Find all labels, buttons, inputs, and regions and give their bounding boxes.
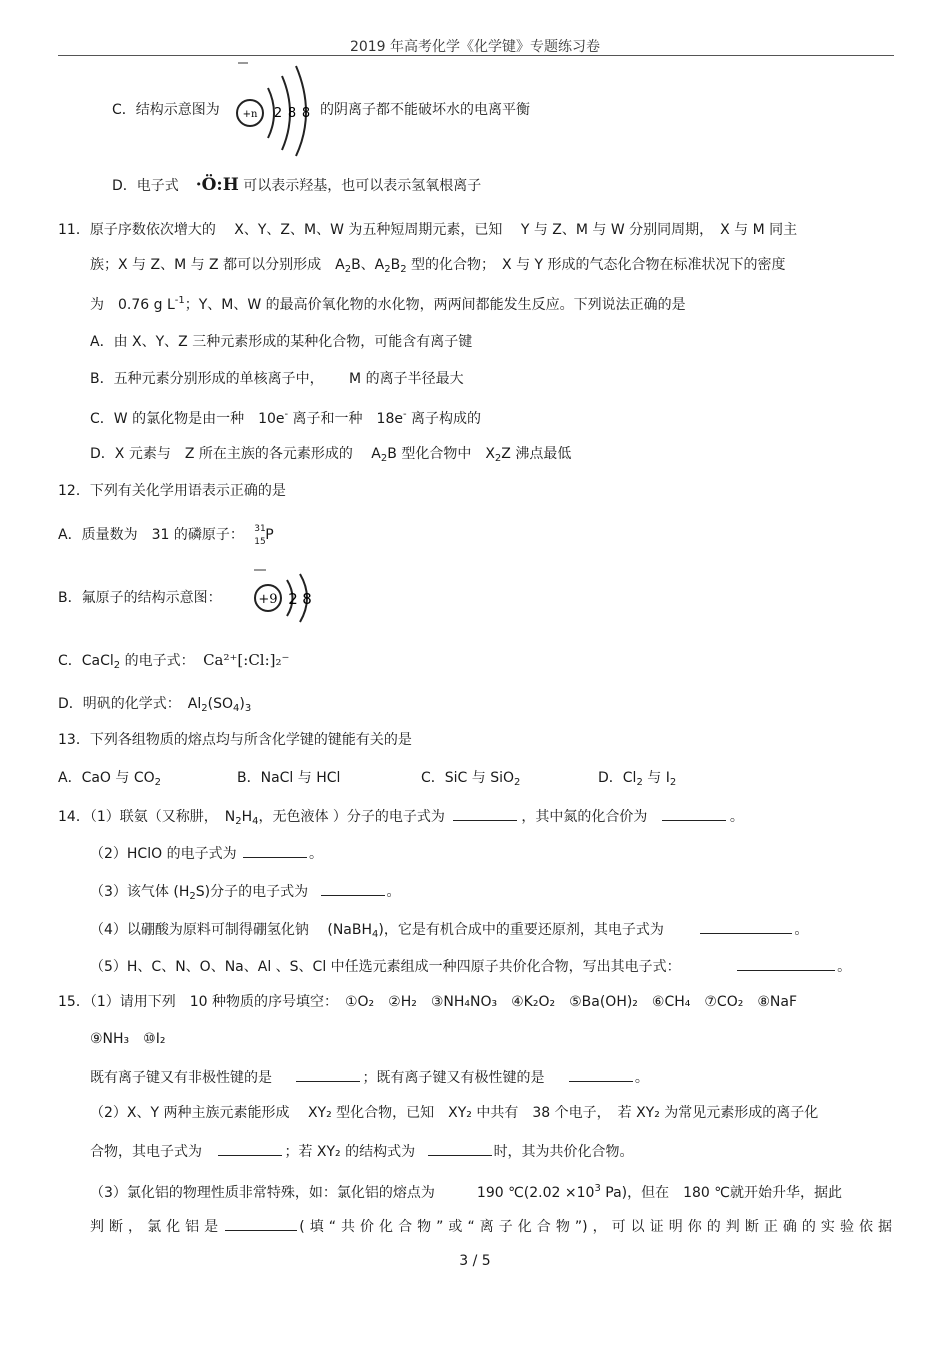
sub: 2 xyxy=(494,453,502,464)
q13-stem: 13．下列各组物质的熔点均与所含化学键的键能有关的是 xyxy=(58,732,412,748)
text: （3）氯化铝的物理性质非常特殊，如：氯化铝的熔点为 190 ℃(2.02 ×10 xyxy=(90,1185,595,1201)
text: （3）该气体 (H xyxy=(90,884,190,900)
sup: 3 xyxy=(594,1183,601,1194)
text: B、A xyxy=(351,257,385,273)
text: D．X 元素与 Z 所在主族的各元素形成的 A xyxy=(90,446,381,462)
q14-part4 xyxy=(90,919,808,944)
text: 。 xyxy=(309,846,324,862)
anion-shell-3: 8 xyxy=(301,106,311,121)
sub: 2 xyxy=(235,816,242,827)
text: ) xyxy=(239,696,245,712)
text: C．W 的氯化物是由一种 10e xyxy=(90,411,285,427)
answer-blank[interactable] xyxy=(569,1067,633,1082)
text: 。 xyxy=(837,959,852,975)
q14-part2 xyxy=(90,843,323,863)
text: (填“共价化合物”或“离子化合物”)，可以证明你的判断正确的实验依据 xyxy=(299,1219,893,1235)
text: Z 沸点最低 xyxy=(501,446,572,462)
text: （2）HClO 的电子式为 xyxy=(90,846,237,862)
answer-blank[interactable] xyxy=(700,919,792,934)
q15-part1-items: ⑨NH₃ ⑩I₂ xyxy=(90,1031,166,1047)
q11-option-b: B．五种元素分别形成的单核离子中， M 的离子半径最大 xyxy=(90,371,464,387)
text: H xyxy=(241,809,253,825)
q15-part2-question xyxy=(90,1141,634,1161)
q13-option-b: B．NaCl 与 HCl xyxy=(237,770,341,786)
header-divider xyxy=(58,55,894,56)
q12-stem: 12．下列有关化学用语表示正确的是 xyxy=(58,483,286,499)
q12-option-c xyxy=(58,651,289,675)
text: ；Y、M、W 的最高价氧化物的水化物，两两间都能发生反应。下列说法正确的是 xyxy=(184,297,686,313)
text: D．明矾的化学式： Al xyxy=(58,696,202,712)
text: 的电子式： xyxy=(120,653,195,669)
phosphorus-nuclide xyxy=(248,524,274,547)
sub: 2 xyxy=(154,777,162,788)
q10-c-suffix: 的阴离子都不能破坏水的电离平衡 xyxy=(320,102,530,118)
page-number: 3 / 5 xyxy=(459,1253,491,1269)
text: 时，其为共价化合物。 xyxy=(493,1144,634,1160)
sub: 2 xyxy=(400,264,407,275)
sub: 2 xyxy=(201,703,208,714)
q11-option-c xyxy=(90,406,481,428)
q14-part5 xyxy=(90,956,851,976)
text: )，它是有机合成中的重要还原剂，其电子式为 xyxy=(378,922,664,938)
answer-blank[interactable] xyxy=(296,1067,360,1082)
q14-part1 xyxy=(58,806,744,831)
text: Pa)，但在 180 ℃就开始升华，据此 xyxy=(600,1185,843,1201)
q11-option-d xyxy=(90,445,571,468)
sub: 2 xyxy=(344,264,352,275)
page-header: 2019 年高考化学《化学键》专题练习卷 xyxy=(349,39,601,55)
text: 为 0.76 g L xyxy=(90,297,175,313)
q12-option-b: B．氟原子的结构示意图： xyxy=(58,590,222,606)
sub: 2 xyxy=(514,777,521,788)
text: A．质量数为 31 的磷原子： xyxy=(58,527,244,543)
q10-d-prefix: D．电子式 xyxy=(112,178,179,194)
anion-shell-2: 8 xyxy=(287,106,297,121)
answer-blank[interactable] xyxy=(225,1216,297,1231)
q15-part3-line1 xyxy=(90,1180,842,1202)
text: B 型化合物中 X xyxy=(387,446,495,462)
text: C．SiC 与 SiO xyxy=(421,770,515,786)
text: 。 xyxy=(386,884,401,900)
text: 。 xyxy=(634,1070,649,1086)
text: C．CaCl xyxy=(58,653,114,669)
text: 合物，其电子式为 xyxy=(90,1144,202,1160)
text: S)分子的电子式为 xyxy=(195,884,309,900)
q12-option-d xyxy=(58,695,251,718)
text: ，其中氮的化合价为 xyxy=(521,809,648,825)
text: （5）H、C、N、O、Na、Al 、S、Cl 中任选元素组成一种四原子共价化合物，写出其电子式： xyxy=(90,959,681,975)
text: 14．（1）联氨（又称肼， N xyxy=(58,809,236,825)
answer-blank[interactable] xyxy=(428,1141,492,1156)
sub: 2 xyxy=(636,777,643,788)
anion-structure-diagram xyxy=(234,62,318,158)
text: （4）以硼酸为原料可制得硼氢化钠 (NaBH xyxy=(90,922,373,938)
q11-option-a: A．由 X、Y、Z 三种元素形成的某种化合物，可能含有离子键 xyxy=(90,334,473,350)
text: 离子构成的 xyxy=(406,411,482,427)
q11-stem-line1: 11．原子序数依次增大的 X、Y、Z、M、W 为五种短周期元素，已知 Y 与 Z、M 与 W 分别同周期， X 与 M 同主 xyxy=(58,222,798,238)
cacl2-electron-formula: Ca²⁺[:Cl:]₂⁻ xyxy=(203,651,290,669)
q15-part3-line2 xyxy=(90,1216,892,1236)
q15-part1-stem: 15．（1）请用下列 10 种物质的序号填空： ①O₂ ②H₂ ③NH₄NO₃ ④K₂O₂ ⑤Ba(OH)₂ ⑥CH₄ ⑦CO₂ ⑧NaF xyxy=(58,994,797,1010)
atomic-number: 15 xyxy=(254,537,266,547)
fluorine-nucleus-label: +9 xyxy=(258,592,278,607)
sub: 2 xyxy=(189,891,196,902)
answer-blank[interactable] xyxy=(218,1141,282,1156)
text: B xyxy=(390,257,401,273)
text: 既有离子键又有非极性键的是 xyxy=(90,1070,272,1086)
text: 。 xyxy=(729,809,744,825)
answer-blank[interactable] xyxy=(243,843,307,858)
q13-option-d xyxy=(598,769,676,792)
sub: 4 xyxy=(233,703,240,714)
q10-c-prefix: C．结构示意图为 xyxy=(112,102,220,118)
sup: -1 xyxy=(174,295,185,306)
text: A．CaO 与 CO xyxy=(58,770,155,786)
sup: - xyxy=(403,409,407,420)
text: 离子和一种 18e xyxy=(288,411,403,427)
sub: 2 xyxy=(384,264,391,275)
q13-option-a xyxy=(58,769,161,792)
q15-part1-question xyxy=(90,1067,649,1087)
sub: 3 xyxy=(244,703,252,714)
anion-nucleus-label: +n xyxy=(242,109,258,120)
sub: 2 xyxy=(669,777,677,788)
text: ，无色液体 ）分子的电子式为 xyxy=(258,809,445,825)
q14-part3 xyxy=(90,881,401,906)
q11-stem-line2 xyxy=(90,256,786,279)
sub: 4 xyxy=(372,929,379,940)
sup: - xyxy=(284,409,289,420)
text: 型的化合物； X 与 Y 形成的气态化合物在标准状况下的密度 xyxy=(406,257,786,273)
q13-option-c xyxy=(421,769,520,792)
fluorine-shell-1: 2 xyxy=(288,590,298,608)
q10-option-c xyxy=(112,101,220,119)
q12-option-a xyxy=(58,524,274,547)
fluorine-structure-diagram xyxy=(248,566,316,624)
sub: 2 xyxy=(380,453,388,464)
q10-d-suffix: 可以表示羟基，也可以表示氢氧根离子 xyxy=(243,178,482,194)
text: (SO xyxy=(207,696,233,712)
mass-number: 31 xyxy=(254,524,266,534)
sub: 2 xyxy=(113,660,121,671)
text: 。 xyxy=(794,922,809,938)
answer-blank[interactable] xyxy=(321,881,385,896)
element-symbol: P xyxy=(265,527,274,543)
q11-stem-line3 xyxy=(90,292,686,314)
anion-shell-1: 2 xyxy=(273,106,283,121)
sub: 4 xyxy=(252,816,259,827)
q10-option-d xyxy=(112,176,481,195)
text: D．Cl xyxy=(598,770,637,786)
answer-blank[interactable] xyxy=(453,806,517,821)
text: 族；X 与 Z、M 与 Z 都可以分别形成 A xyxy=(90,257,345,273)
text: ；既有离子键又有极性键的是 xyxy=(362,1070,545,1086)
q15-part2-stem: （2）X、Y 两种主族元素能形成 XY₂ 型化合物，已知 XY₂ 中共有 38 个电子， 若 XY₂ 为常见元素形成的离子化 xyxy=(90,1105,819,1121)
text: 与 I xyxy=(642,770,670,786)
answer-blank[interactable] xyxy=(737,956,835,971)
hydroxyl-electron-formula: ·Ö:H xyxy=(195,175,239,195)
answer-blank[interactable] xyxy=(662,806,726,821)
text: 判断，氯化铝是 xyxy=(90,1219,224,1235)
text: ；若 XY₂ 的结构式为 xyxy=(284,1144,416,1160)
fluorine-shell-2: 8 xyxy=(302,590,312,608)
